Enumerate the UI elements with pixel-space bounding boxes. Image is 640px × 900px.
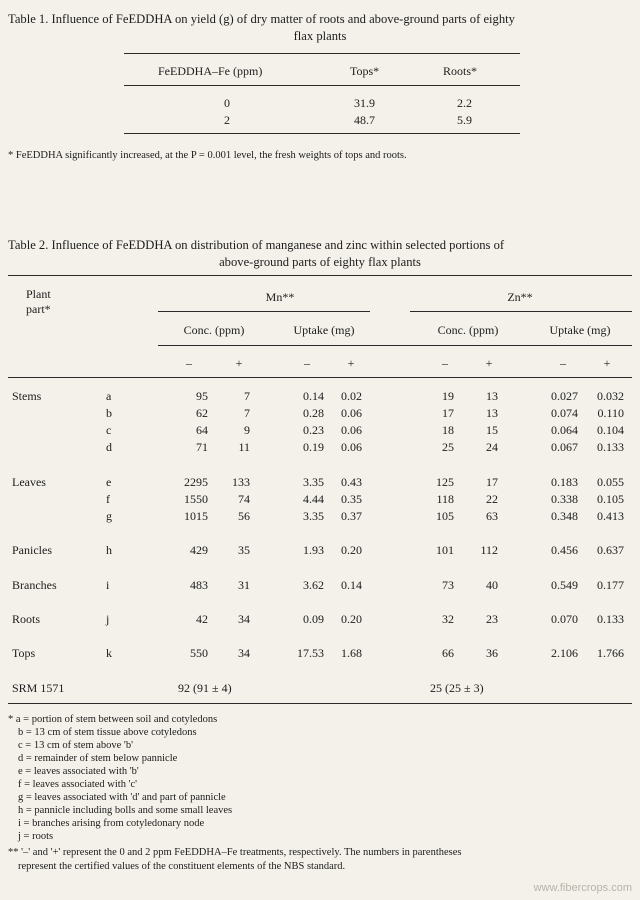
table2-head-mn: Mn**: [265, 290, 295, 304]
footnote-e: e = leaves associated with 'b': [18, 766, 139, 777]
row-j-zn-upt-minus: 0.070: [551, 612, 578, 626]
table1-top-rule: [124, 53, 520, 54]
row-f-mn-conc-minus: 1550: [184, 492, 208, 506]
group-label-panicles: Panicles: [12, 543, 52, 557]
row-h-mn-upt-plus: 0.20: [341, 543, 362, 557]
row-h-mn-conc-minus: 429: [190, 543, 208, 557]
group-label-leaves: Leaves: [12, 475, 46, 489]
row-h-part: h: [106, 543, 112, 557]
row-c-zn-upt-plus: 0.104: [597, 423, 624, 437]
row-e-mn-conc-plus: 133: [232, 475, 250, 489]
table1-row-0-fe: 0: [224, 96, 230, 110]
row-h-mn-conc-plus: 35: [238, 543, 250, 557]
table2-head-part: part*: [26, 302, 51, 316]
row-d-part: d: [106, 440, 112, 454]
row-b-mn-conc-plus: 7: [244, 406, 250, 420]
row-e-mn-upt-plus: 0.43: [341, 475, 362, 489]
row-a-zn-conc-plus: 13: [486, 389, 498, 403]
row-a-mn-conc-plus: 7: [244, 389, 250, 403]
row-g-mn-upt-minus: 3.35: [303, 509, 324, 523]
row-j-mn-conc-minus: 42: [196, 612, 208, 626]
footnote-b: b = 13 cm of stem tissue above cotyledons: [18, 727, 197, 738]
table1-title: Table 1. Influence of FeEDDHA on yield (g) of dry matter of roots and above-ground parts of eighty: [8, 12, 515, 26]
row-g-mn-upt-plus: 0.37: [341, 509, 362, 523]
row-b-zn-conc-plus: 13: [486, 406, 498, 420]
footnote-i: i = branches arising from cotyledonary node: [18, 818, 205, 829]
watermark: www.fibercrops.com: [533, 882, 632, 894]
row-k-zn-conc-plus: 36: [486, 646, 498, 660]
row-d-zn-conc-plus: 24: [486, 440, 498, 454]
table2-head-plant: Plant: [26, 287, 51, 301]
row-c-mn-upt-plus: 0.06: [341, 423, 362, 437]
footnote-d: d = remainder of stem below pannicle: [18, 753, 178, 764]
sign-zn-conc-minus: –: [442, 356, 448, 370]
table2-head-zn-uptake: Uptake (mg): [549, 323, 611, 337]
row-f-zn-conc-plus: 22: [486, 492, 498, 506]
row-g-zn-upt-plus: 0.413: [597, 509, 624, 523]
row-j-zn-conc-minus: 32: [442, 612, 454, 626]
table1-header-rule: [124, 85, 520, 86]
row-j-part: j: [106, 612, 110, 626]
row-j-mn-upt-minus: 0.09: [303, 612, 324, 626]
table2-mn-rule: [158, 311, 370, 312]
row-c-zn-conc-plus: 15: [486, 423, 498, 437]
table1-header-roots: Roots*: [443, 64, 478, 78]
row-d-mn-upt-plus: 0.06: [341, 440, 362, 454]
row-c-zn-upt-minus: 0.064: [551, 423, 578, 437]
footnote-c: c = 13 cm of stem above 'b': [18, 740, 133, 751]
row-a-zn-upt-minus: 0.027: [551, 389, 578, 403]
table1-footnote: * FeEDDHA significantly increased, at the P = 0.001 level, the fresh weights of tops and roots.: [8, 150, 407, 161]
row-f-zn-conc-minus: 118: [436, 492, 454, 506]
footnote-f: f = leaves associated with 'c': [18, 779, 138, 790]
row-b-part: b: [106, 406, 112, 420]
row-b-zn-upt-plus: 0.110: [597, 406, 624, 420]
row-a-mn-upt-plus: 0.02: [341, 389, 362, 403]
row-f-mn-upt-plus: 0.35: [341, 492, 362, 506]
sign-mn-conc-plus: +: [235, 356, 243, 370]
table1-title-line2: flax plants: [293, 29, 347, 43]
row-c-mn-conc-plus: 9: [244, 423, 250, 437]
row-i-mn-conc-minus: 483: [190, 578, 208, 592]
row-b-mn-upt-plus: 0.06: [341, 406, 362, 420]
row-k-mn-conc-plus: 34: [238, 646, 250, 660]
table1-row-1-roots: 5.9: [457, 113, 472, 127]
row-e-zn-conc-minus: 125: [436, 475, 454, 489]
row-a-zn-upt-plus: 0.032: [597, 389, 624, 403]
row-c-part: c: [106, 423, 112, 437]
row-i-zn-conc-plus: 40: [486, 578, 498, 592]
row-j-mn-conc-plus: 34: [238, 612, 250, 626]
footnote-h: h = pannicle including bolls and some small leaves: [18, 805, 233, 816]
row-g-zn-conc-plus: 63: [486, 509, 498, 523]
row-a-zn-conc-minus: 19: [442, 389, 454, 403]
table2-top-rule: [8, 275, 632, 276]
footnote-g: g = leaves associated with 'd' and part of pannicle: [18, 792, 226, 803]
table1-row-0-tops: 31.9: [354, 96, 375, 110]
row-i-part: i: [106, 578, 110, 592]
table1-row-1-fe: 2: [224, 113, 230, 127]
row-b-mn-upt-minus: 0.28: [303, 406, 324, 420]
row-g-mn-conc-plus: 56: [238, 509, 250, 523]
row-f-zn-upt-plus: 0.105: [597, 492, 624, 506]
table2-header-rule: [8, 377, 632, 378]
sign-mn-conc-minus: –: [186, 356, 192, 370]
footnote-treatments: ** '–' and '+' represent the 0 and 2 ppm FeEDDHA–Fe treatments, respectively. The numbers in parentheses: [8, 847, 462, 858]
row-d-mn-conc-minus: 71: [196, 440, 208, 454]
row-h-mn-upt-minus: 1.93: [303, 543, 324, 557]
row-j-mn-upt-plus: 0.20: [341, 612, 362, 626]
row-d-zn-upt-minus: 0.067: [551, 440, 578, 454]
row-e-zn-upt-minus: 0.183: [551, 475, 578, 489]
sign-zn-upt-plus: +: [603, 356, 611, 370]
row-e-zn-conc-plus: 17: [486, 475, 498, 489]
row-b-mn-conc-minus: 62: [196, 406, 208, 420]
row-d-zn-conc-minus: 25: [442, 440, 454, 454]
row-a-mn-conc-minus: 95: [196, 389, 208, 403]
row-i-mn-conc-plus: 31: [238, 578, 250, 592]
row-g-mn-conc-minus: 1015: [184, 509, 208, 523]
table2-head-mn-uptake: Uptake (mg): [293, 323, 355, 337]
sign-zn-conc-plus: +: [485, 356, 493, 370]
row-k-zn-upt-minus: 2.106: [551, 646, 578, 660]
sign-mn-upt-minus: –: [304, 356, 310, 370]
row-h-zn-conc-plus: 112: [480, 543, 498, 557]
row-k-mn-conc-minus: 550: [190, 646, 208, 660]
row-k-part: k: [106, 646, 112, 660]
srm-zn: 25 (25 ± 3): [430, 681, 484, 695]
table2-bottom-rule: [8, 703, 632, 704]
row-h-zn-upt-minus: 0.456: [551, 543, 578, 557]
row-i-zn-upt-plus: 0.177: [597, 578, 624, 592]
sign-zn-upt-minus: –: [560, 356, 566, 370]
table1-header-tops: Tops*: [350, 64, 380, 78]
row-c-mn-upt-minus: 0.23: [303, 423, 324, 437]
row-g-zn-conc-minus: 105: [436, 509, 454, 523]
row-d-zn-upt-plus: 0.133: [597, 440, 624, 454]
footnote-certified: represent the certified values of the constituent elements of the NBS standard.: [18, 861, 346, 872]
row-b-zn-conc-minus: 17: [442, 406, 454, 420]
group-label-tops: Tops: [12, 646, 36, 660]
table2-head-zn-conc: Conc. (ppm): [437, 323, 499, 337]
row-g-zn-upt-minus: 0.348: [551, 509, 578, 523]
row-f-zn-upt-minus: 0.338: [551, 492, 578, 506]
group-label-stems: Stems: [12, 389, 42, 403]
row-c-zn-conc-minus: 18: [442, 423, 454, 437]
srm-label: SRM 1571: [12, 681, 65, 695]
row-k-mn-upt-minus: 17.53: [297, 646, 324, 660]
row-k-zn-upt-plus: 1.766: [597, 646, 624, 660]
table1-row-0-roots: 2.2: [457, 96, 472, 110]
row-d-mn-upt-minus: 0.19: [303, 440, 324, 454]
row-j-zn-upt-plus: 0.133: [597, 612, 624, 626]
row-e-mn-upt-minus: 3.35: [303, 475, 324, 489]
row-e-part: e: [106, 475, 112, 489]
sign-mn-upt-plus: +: [347, 356, 355, 370]
row-f-mn-conc-plus: 74: [238, 492, 250, 506]
row-f-part: f: [106, 492, 110, 506]
row-a-part: a: [106, 389, 112, 403]
row-c-mn-conc-minus: 64: [196, 423, 208, 437]
footnote-j: j = roots: [18, 831, 54, 842]
group-label-branches: Branches: [12, 578, 57, 592]
table1-header-fe: FeEDDHA–Fe (ppm): [158, 64, 263, 78]
table2-title-line2: above-ground parts of eighty flax plants: [219, 255, 421, 269]
srm-mn: 92 (91 ± 4): [178, 681, 232, 695]
row-h-zn-upt-plus: 0.637: [597, 543, 624, 557]
row-d-mn-conc-plus: 11: [238, 440, 250, 454]
table2-head-zn: Zn**: [507, 290, 533, 304]
group-label-roots: Roots: [12, 612, 41, 626]
row-h-zn-conc-minus: 101: [436, 543, 454, 557]
row-b-zn-upt-minus: 0.074: [551, 406, 578, 420]
row-j-zn-conc-plus: 23: [486, 612, 498, 626]
row-i-mn-upt-minus: 3.62: [303, 578, 324, 592]
row-f-mn-upt-minus: 4.44: [303, 492, 324, 506]
row-k-mn-upt-plus: 1.68: [341, 646, 362, 660]
table2-title: Table 2. Influence of FeEDDHA on distribution of manganese and zinc within selected portions of: [8, 238, 505, 252]
row-a-mn-upt-minus: 0.14: [303, 389, 324, 403]
table2-head-mn-conc: Conc. (ppm): [183, 323, 245, 337]
row-k-zn-conc-minus: 66: [442, 646, 454, 660]
row-i-mn-upt-plus: 0.14: [341, 578, 362, 592]
row-g-part: g: [106, 509, 112, 523]
row-e-zn-upt-plus: 0.055: [597, 475, 624, 489]
footnote-a: * a = portion of stem between soil and cotyledons: [8, 714, 218, 725]
table1-row-1-tops: 48.7: [354, 113, 375, 127]
row-i-zn-conc-minus: 73: [442, 578, 454, 592]
table2-subhead-rule: [158, 345, 632, 346]
row-i-zn-upt-minus: 0.549: [551, 578, 578, 592]
table1-bottom-rule: [124, 133, 520, 134]
table2-zn-rule: [410, 311, 632, 312]
row-e-mn-conc-minus: 2295: [184, 475, 208, 489]
